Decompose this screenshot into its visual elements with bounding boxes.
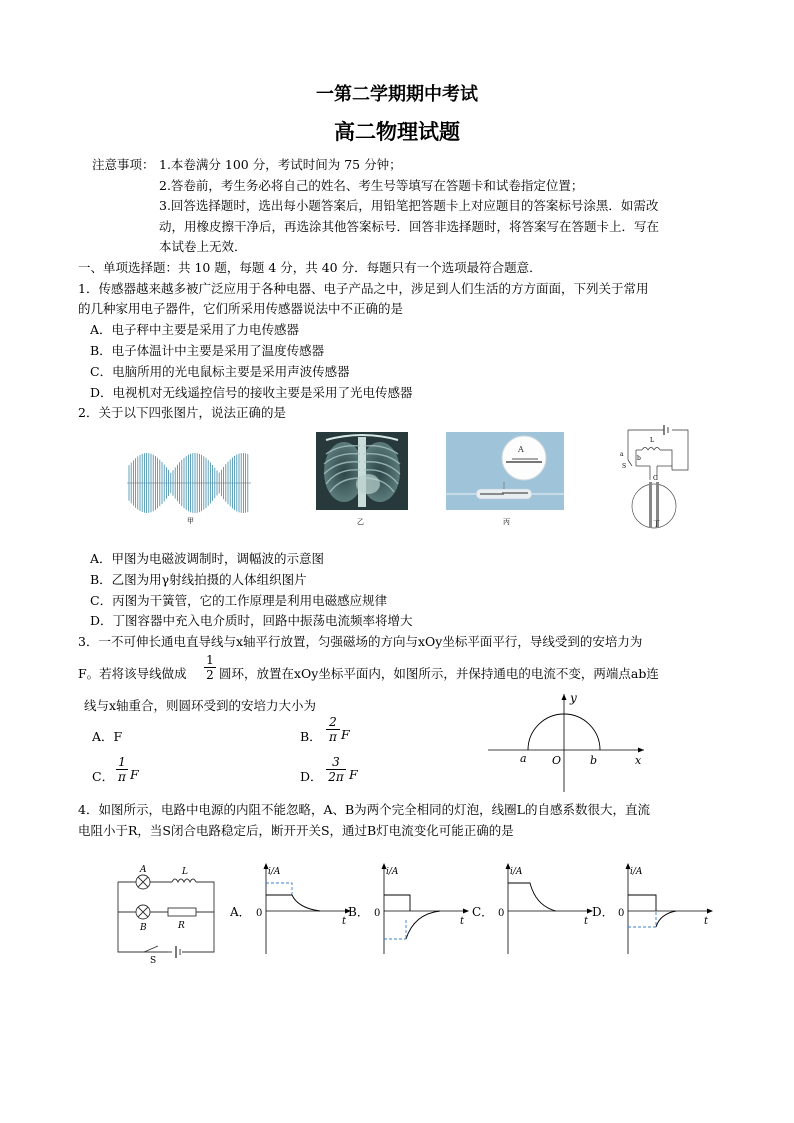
frac-num: 1 (118, 755, 126, 769)
note-item-3-cont: 动，用橡皮擦干净后，再选涂其他答案标号．回答非选择题时，将答案写在答题卡上．写在 (159, 219, 660, 234)
caption-bing: 丙 (503, 518, 510, 526)
graph-c-ylabel: i/A (510, 867, 523, 877)
q4-stem: 4．如图所示，电路中电源的内阻不能忽略，A、B为两个完全相同的灯泡，线圈L的自感系数很大，直流 (78, 802, 650, 817)
q3-stem-cont: 线与x轴重合，则圆环受到的安培力大小为 (84, 698, 317, 713)
subject-title: 高二物理试题 (334, 119, 460, 144)
switch-label: S (150, 956, 157, 966)
q1-option-a: A．电子秤中主要是采用了力电传感器 (90, 322, 300, 337)
frac-den: 2π (326, 769, 346, 784)
q3-option-c-tail: F (130, 767, 139, 782)
lc-label-l: L (650, 437, 654, 444)
graph-c-zero: 0 (498, 908, 505, 919)
q3-option-a: A．F (92, 729, 123, 744)
graph-d-zero: 0 (618, 908, 625, 919)
q4-circuit (110, 862, 226, 966)
graph-c (472, 863, 593, 954)
section-heading: 一、单项选择题：共 10 题，每题 4 分，共 40 分．每题只有一个选项最符合题意． (78, 260, 542, 275)
q3-frac-num: 1 (206, 653, 214, 667)
point-b-label: b (590, 754, 598, 767)
xray-image (316, 432, 408, 510)
q3-option-b-fraction (326, 715, 340, 744)
graph-b-t: t (460, 916, 465, 927)
lc-label-s: S (622, 463, 627, 470)
graph-a-zero: 0 (256, 908, 263, 919)
caption-yi: 乙 (357, 518, 364, 526)
q3-option-b-tail: F (341, 727, 350, 742)
graph-b (348, 863, 469, 954)
exam-title: 一第二学期期中考试 (316, 84, 478, 105)
graph-c-label: C． (472, 905, 494, 919)
q4-graphs (230, 858, 730, 958)
graph-d-t: t (704, 916, 709, 927)
frac-den: π (326, 729, 340, 744)
q3-option-d-label: D． (300, 769, 323, 784)
origin-label: O (552, 754, 562, 767)
caption-jia: 甲 (187, 517, 194, 525)
lc-label-b: b (637, 455, 641, 462)
q2-option-a: A．甲图为电磁波调制时，调幅波的示意图 (90, 551, 325, 566)
note-item-3-end: 本试卷上无效． (159, 239, 247, 254)
q2-stem: 2．关于以下四张图片，说法正确的是 (78, 405, 286, 420)
frac-num: 3 (332, 755, 340, 769)
graph-a-t: t (342, 916, 347, 927)
inductor-label: L (182, 867, 188, 877)
graph-d-label: D． (592, 905, 614, 919)
q3-option-d-tail: F (349, 767, 358, 782)
lamp-b-label: B (140, 923, 147, 933)
q3-stem-part-a: F。若将该导线做成 (78, 666, 187, 681)
axis-y-label: y (570, 691, 577, 705)
graph-d (592, 863, 713, 954)
q3-fraction (204, 653, 216, 682)
q2-option-c: C．丙图为干簧管，它的工作原理是利用电磁感应规律 (90, 593, 388, 608)
graph-a (230, 863, 351, 954)
note-item-1: 1.本卷满分 100 分，考试时间为 75 分钟； (159, 157, 402, 172)
q1-stem: 1．传感器越来越多被广泛应用于各种电器、电子产品之中，涉足到人们生活的方方面面，下列关于常用 (78, 281, 649, 296)
notes-label: 注意事项： (92, 157, 155, 172)
q4-stem-cont: 电阻小于R，当S闭合电路稳定后，断开开关S，通过B灯电流变化可能正确的是 (78, 823, 514, 838)
lc-label-a: a (620, 451, 624, 458)
graph-b-label: B． (348, 905, 369, 919)
q2-option-b: B．乙图为用γ射线拍摄的人体组织图片 (90, 572, 307, 587)
q1-option-c: C．电脑所用的光电鼠标主要是采用声波传感器 (90, 364, 350, 379)
q1-option-b: B．电子体温计中主要是采用了温度传感器 (90, 343, 325, 358)
figure-lc-circuit (612, 420, 696, 532)
frac-den: π (116, 769, 128, 784)
note-item-2: 2.答卷前，考生务必将自己的姓名、考生号等填写在答题卡和试卷指定位置； (159, 178, 584, 193)
q1-stem-cont: 的几种家用电子器件，它们所采用传感器说法中不正确的是 (78, 301, 404, 316)
q3-option-d-fraction (326, 755, 346, 784)
q3-stem-part-b: 圆环，放置在xOy坐标平面内，如图所示，并保持通电的电流不变，两端点ab连 (219, 666, 659, 681)
graph-d-ylabel: i/A (630, 867, 643, 877)
graph-b-zero: 0 (374, 908, 381, 919)
q3-stem: 3．一不可伸长通电直导线与x轴平行放置，匀强磁场的方向与xOy坐标平面平行，导线受到的安培力为 (78, 634, 643, 649)
lamp-a-label: A (140, 865, 147, 875)
frac-num: 2 (329, 715, 337, 729)
reed-switch-image (446, 432, 564, 510)
note-item-3: 3.回答选择题时，选出每小题答案后，用铅笔把答题卡上对应题目的答案标号涂黑．如需改 (159, 198, 659, 213)
q1-option-d: D．电视机对无线遥控信号的接收主要是采用了光电传感器 (90, 385, 413, 400)
q3-option-c-label: C． (92, 769, 115, 784)
figure-am-wave (125, 447, 255, 527)
graph-a-label: A． (230, 905, 251, 919)
q3-option-b-label: B． (300, 729, 322, 744)
q3-frac-den: 2 (204, 667, 216, 682)
graph-b-ylabel: i/A (386, 867, 399, 877)
lc-label-c: C (653, 475, 658, 482)
graph-c-t: t (584, 916, 589, 927)
reed-label: A (518, 445, 524, 454)
point-a-label: a (520, 752, 527, 765)
semicircle-figure (480, 688, 650, 794)
axis-x-label: x (635, 754, 642, 767)
caption-ding: 丁 (653, 520, 660, 528)
graph-a-ylabel: i/A (268, 867, 281, 877)
resistor-label: R (178, 921, 185, 931)
q3-option-c-fraction (116, 755, 128, 784)
q2-option-d: D．丁图容器中充入电介质时，回路中振荡电流频率将增大 (90, 613, 413, 628)
